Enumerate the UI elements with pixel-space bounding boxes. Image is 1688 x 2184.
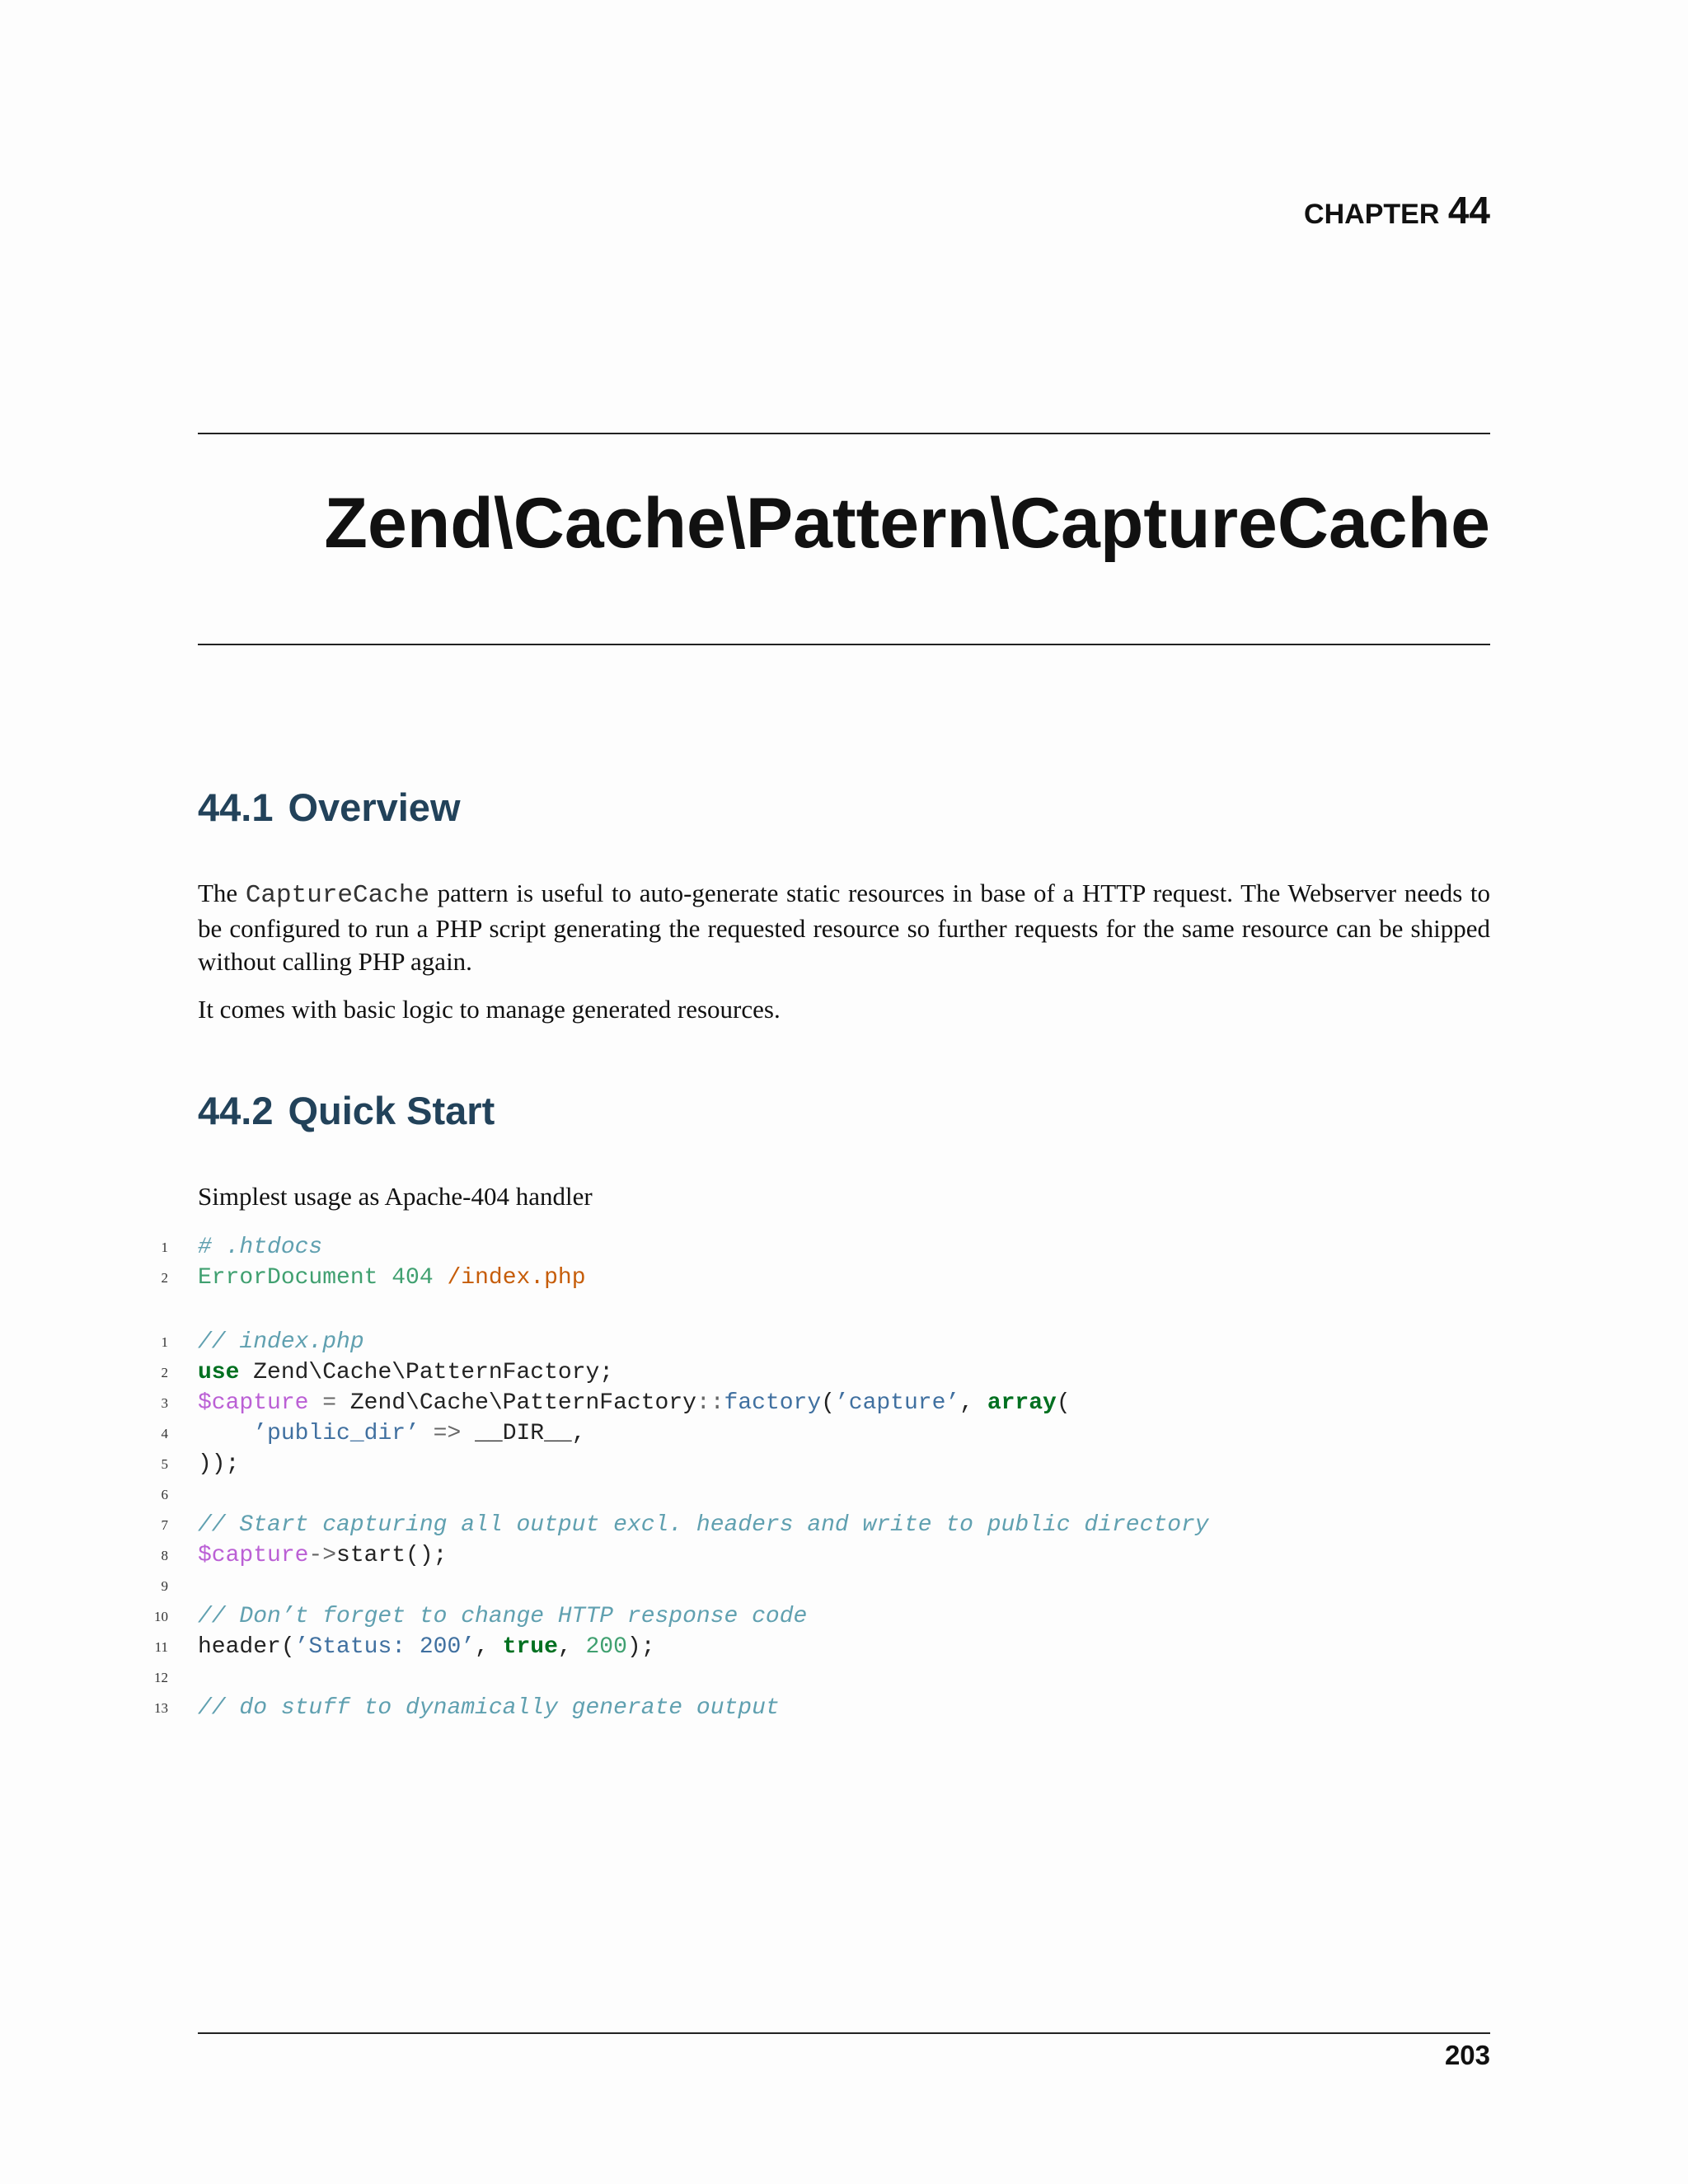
code-text	[198, 1540, 447, 1571]
chapter-number: 44	[1447, 189, 1490, 232]
code-text	[198, 1632, 655, 1662]
code-token: 404	[392, 1265, 434, 1291]
code-text	[198, 1510, 1209, 1540]
code-token: # .htdocs	[198, 1235, 323, 1260]
code-token: ErrorDocument	[198, 1265, 378, 1291]
code-token: ’public_dir’	[253, 1421, 420, 1446]
code-text	[198, 1357, 613, 1388]
code-token: ’Status: 200’	[294, 1634, 476, 1660]
code-line	[0, 1693, 1688, 1723]
code-text	[198, 1418, 586, 1449]
code-line	[0, 1327, 1688, 1357]
paragraph-text: The	[198, 879, 246, 907]
code-token: ,	[557, 1634, 586, 1660]
overview-paragraph-2: It comes with basic logic to manage generated resources.	[198, 995, 781, 1024]
code-line	[0, 1263, 1688, 1293]
line-number: 13	[154, 1700, 168, 1716]
code-token: ’capture’	[834, 1390, 960, 1416]
line-number: 2	[161, 1270, 168, 1286]
code-line	[0, 1479, 1688, 1510]
line-number: 1	[161, 1334, 168, 1350]
code-line	[0, 1571, 1688, 1601]
code-line	[0, 1510, 1688, 1540]
section-title: Quick Start	[288, 1089, 495, 1132]
code-text	[198, 1327, 364, 1357]
section-heading-quick-start	[198, 1086, 495, 1136]
code-token: ));	[198, 1451, 240, 1477]
code-token	[308, 1390, 322, 1416]
code-line	[0, 1357, 1688, 1388]
code-token: $capture	[198, 1543, 309, 1568]
code-token: (	[1056, 1390, 1071, 1416]
line-number: 5	[161, 1456, 168, 1472]
chapter-label	[1304, 188, 1490, 232]
code-token: ->	[308, 1543, 337, 1568]
line-number: 7	[161, 1517, 168, 1533]
code-token: $capture	[198, 1390, 309, 1416]
line-number: 11	[154, 1639, 168, 1655]
code-token	[198, 1421, 253, 1446]
code-token: =>	[433, 1421, 462, 1446]
section-number: 44.2	[198, 1089, 274, 1132]
code-token: Zend\Cache\PatternFactory;	[239, 1360, 614, 1385]
code-token: );	[626, 1634, 655, 1660]
line-number: 10	[154, 1609, 168, 1624]
code-token: /index.php	[447, 1265, 586, 1291]
code-token: ::	[696, 1390, 724, 1416]
code-token: start();	[336, 1543, 448, 1568]
code-token: factory	[724, 1390, 822, 1416]
section-heading-overview	[198, 783, 461, 832]
code-token	[420, 1421, 434, 1446]
paragraph-text: pattern is useful to auto-generate static resources in base of a HTTP request. The Webserver needs to be configured to run a PHP script generating the requested resource so further requests for the same resource can be shipped without calling PHP again.	[198, 879, 1490, 976]
code-line	[0, 1232, 1688, 1263]
code-token	[377, 1265, 392, 1291]
code-line	[0, 1418, 1688, 1449]
code-token: array	[987, 1390, 1057, 1416]
code-text	[198, 1388, 1071, 1418]
code-text	[198, 1449, 239, 1479]
code-token: use	[198, 1360, 240, 1385]
code-line	[0, 1632, 1688, 1662]
code-text	[198, 1601, 807, 1632]
line-number: 12	[154, 1670, 168, 1685]
code-token: 200	[585, 1634, 627, 1660]
code-token: // index.php	[198, 1329, 364, 1355]
code-token: true	[502, 1634, 558, 1660]
code-line	[0, 1388, 1688, 1418]
code-block-htdocs	[0, 1232, 1688, 1293]
code-token: header(	[198, 1634, 295, 1660]
chapter-title: Zend\Cache\Pattern\CaptureCache	[324, 484, 1490, 563]
code-block-php	[0, 1327, 1688, 1723]
code-token: ,	[475, 1634, 503, 1660]
code-token: // Start capturing all output excl. headers and write to public directory	[198, 1512, 1209, 1538]
quick-start-intro: Simplest usage as Apache-404 handler	[198, 1182, 593, 1211]
line-number: 1	[161, 1240, 168, 1255]
code-line	[0, 1601, 1688, 1632]
code-text	[198, 1232, 322, 1263]
overview-paragraph-1	[198, 877, 1490, 978]
code-token: ,	[959, 1390, 987, 1416]
code-token	[434, 1265, 448, 1291]
title-rule-top	[198, 433, 1490, 434]
page-number: 203	[1444, 2040, 1490, 2070]
code-line	[0, 1662, 1688, 1693]
code-line	[0, 1449, 1688, 1479]
line-number: 2	[161, 1365, 168, 1380]
chapter-label-word: CHAPTER	[1304, 199, 1440, 230]
code-token: Zend\Cache\PatternFactory	[336, 1390, 696, 1416]
code-token: __DIR__,	[461, 1421, 586, 1446]
code-token: =	[322, 1390, 337, 1416]
code-text	[198, 1263, 586, 1293]
code-token: // do stuff to dynamically generate output	[198, 1695, 780, 1721]
line-number: 6	[161, 1487, 168, 1502]
title-rule-bottom	[198, 644, 1490, 645]
code-token: // Don’t forget to change HTTP response code	[198, 1604, 808, 1629]
section-number: 44.1	[198, 785, 274, 829]
section-title: Overview	[288, 785, 461, 829]
code-token: (	[821, 1390, 835, 1416]
line-number: 9	[161, 1578, 168, 1594]
line-number: 3	[161, 1395, 168, 1411]
code-line	[0, 1540, 1688, 1571]
line-number: 8	[161, 1548, 168, 1563]
line-number: 4	[161, 1426, 168, 1441]
inline-code: CaptureCache	[245, 881, 430, 910]
footer-rule	[198, 2032, 1490, 2034]
code-text	[198, 1693, 780, 1723]
